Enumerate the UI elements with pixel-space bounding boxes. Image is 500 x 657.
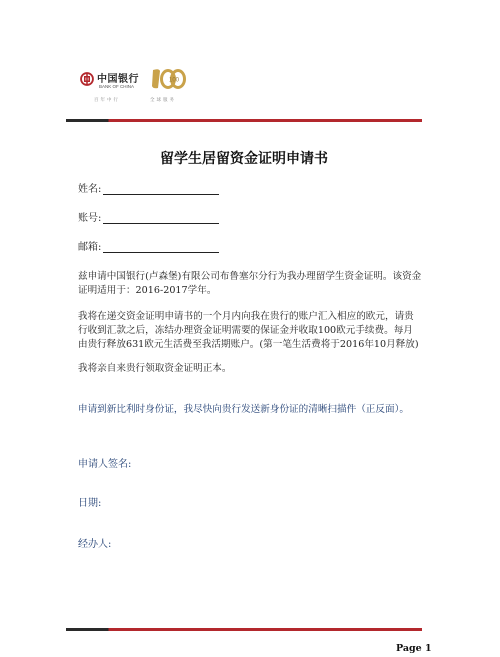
bank-name-en: BANK OF CHINA <box>99 84 135 89</box>
page-title: 留学生居留资金证明申请书 <box>160 151 328 167</box>
bank-slogan-left: 百年中行 <box>94 98 120 103</box>
page-number: Page 1 <box>396 643 432 654</box>
email-blank-line[interactable] <box>103 243 219 253</box>
bank-of-china-emblem-icon <box>80 72 94 86</box>
id-card-paragraph: 申请到新比利时身份证，我尽快向贵行发送新身份证的清晰扫描件（正反面）。 <box>78 404 409 415</box>
account-blank-line[interactable] <box>103 214 219 224</box>
name-label: 姓名: <box>78 184 102 195</box>
bank-name-cn: 中国银行 <box>97 74 139 85</box>
anniversary-number: 100 <box>168 77 180 84</box>
bank-logo-area <box>66 64 246 110</box>
application-paragraph: 兹申请中国银行(卢森堡)有限公司布鲁塞尔分行为我办理留学生资金证明。该资金证明适用于：2016-2017学年。 <box>78 271 422 296</box>
collection-paragraph: 我将亲自来贵行领取资金证明正本。 <box>78 363 232 374</box>
account-field[interactable] <box>78 209 219 224</box>
name-blank-line[interactable] <box>103 185 219 195</box>
footer-divider <box>66 628 422 631</box>
account-label: 账号: <box>78 213 102 224</box>
date-label: 日期: <box>78 498 102 509</box>
bank-slogan-right: 全球服务 <box>150 98 176 103</box>
header-divider <box>66 119 422 122</box>
remittance-paragraph: 我将在递交资金证明申请书的一个月内向我在贵行的账户汇入相应的欧元，请贵行收到汇款之后，冻结办理资金证明需要的保证金并收取100欧元手续费。每月由贵行释放631欧元生活费至我活期账户。(第一笔生活费将于2016年10月释放) <box>78 311 419 350</box>
centenary-badge-icon <box>150 68 186 90</box>
handler-label: 经办人: <box>78 539 112 550</box>
applicant-signature-label: 申请人签名: <box>78 459 132 470</box>
email-field[interactable] <box>78 238 219 253</box>
name-field[interactable] <box>78 180 219 195</box>
email-label: 邮箱: <box>78 242 102 253</box>
